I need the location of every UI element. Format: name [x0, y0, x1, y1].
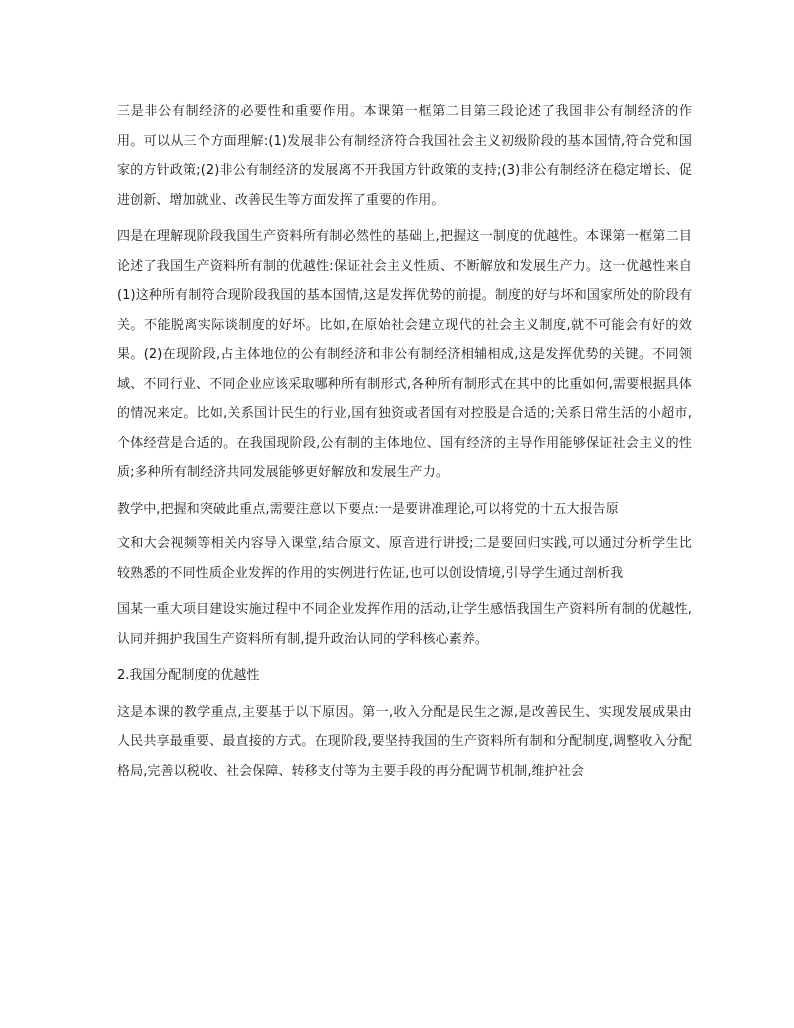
paragraph-teaching-conclusion: 国某一重大项目建设实施过程中不同企业发挥作用的活动,让学生感悟我国生产资料所有制的优越性,认同并拥护我国生产资料所有制,提升政治认同的学科核心素养。 [117, 602, 692, 647]
paragraph-distribution-reasons: 这是本课的教学重点,主要基于以下原因。第一,收入分配是民生之源,是改善民生、实现发展成果由人民共享最重要、最直接的方式。在现阶段,要坚持我国的生产资料所有制和分配制度,调整收入分配格局,完善以税收、社会保障、转移支付等为主要手段的再分配调节机制,维护社会 [117, 704, 692, 779]
paragraph-nonpublic-economy: 三是非公有制经济的必要性和重要作用。本课第一框第二目第三段论述了我国非公有制经济的作用。可以从三个方面理解:(1)发展非公有制经济符合我国社会主义初级阶段的基本国情,符合党和国家的方针政策;(2)非公有制经济的发展离不开我国方针政策的支持;(3)非公有制经济在稳定增长、促进创新、增加就业、改善民生等方面发挥了重要的作用。 [117, 104, 692, 208]
paragraph-ownership-superiority: 四是在理解现阶段我国生产资料所有制必然性的基础上,把握这一制度的优越性。本课第一框第二目论述了我国生产资料所有制的优越性:保证社会主义性质、不断解放和发展生产力。这一优越性来自(1)这种所有制符合现阶段我国的基本国情,这是发挥优势的前提。制度的好与坏和国家所处的阶段有关。不能脱离实际谈制度的好坏。比如,在原始社会建立现代的社会主义制度,就不可能会有好的效果。(2)在现阶段,占主体地位的公有制经济和非公有制经济相辅相成,这是发挥优势的关键。不同领域、不同行业、不同企业应该采取哪种所有制形式,各种所有制形式在其中的比重如何,需要根据具体的情况来定。比如,关系国计民生的行业,国有独资或者国有对控股是合适的;关系日常生活的小超市,个体经营是合适的。在我国现阶段,公有制的主体地位、国有经济的主导作用能够保证社会主义的性质;多种所有制经济共同发展能够更好解放和发展生产力。 [117, 229, 692, 480]
section-heading: 2.我国分配制度的优越性 [117, 668, 260, 683]
paragraph-teaching-points: 教学中,把握和突破此重点,需要注意以下要点:一是要讲准理论,可以将党的十五大报告原 [117, 501, 619, 517]
document-page [117, 97, 692, 786]
paragraph-teaching-practice: 文和大会视频等相关内容导入课堂,结合原文、原音进行讲授;二是要回归实践,可以通过分析学生比较熟悉的不同性质企业发挥的作用的实例进行佐证,也可以创设情境,引导学生通过剖析我 [117, 536, 692, 581]
